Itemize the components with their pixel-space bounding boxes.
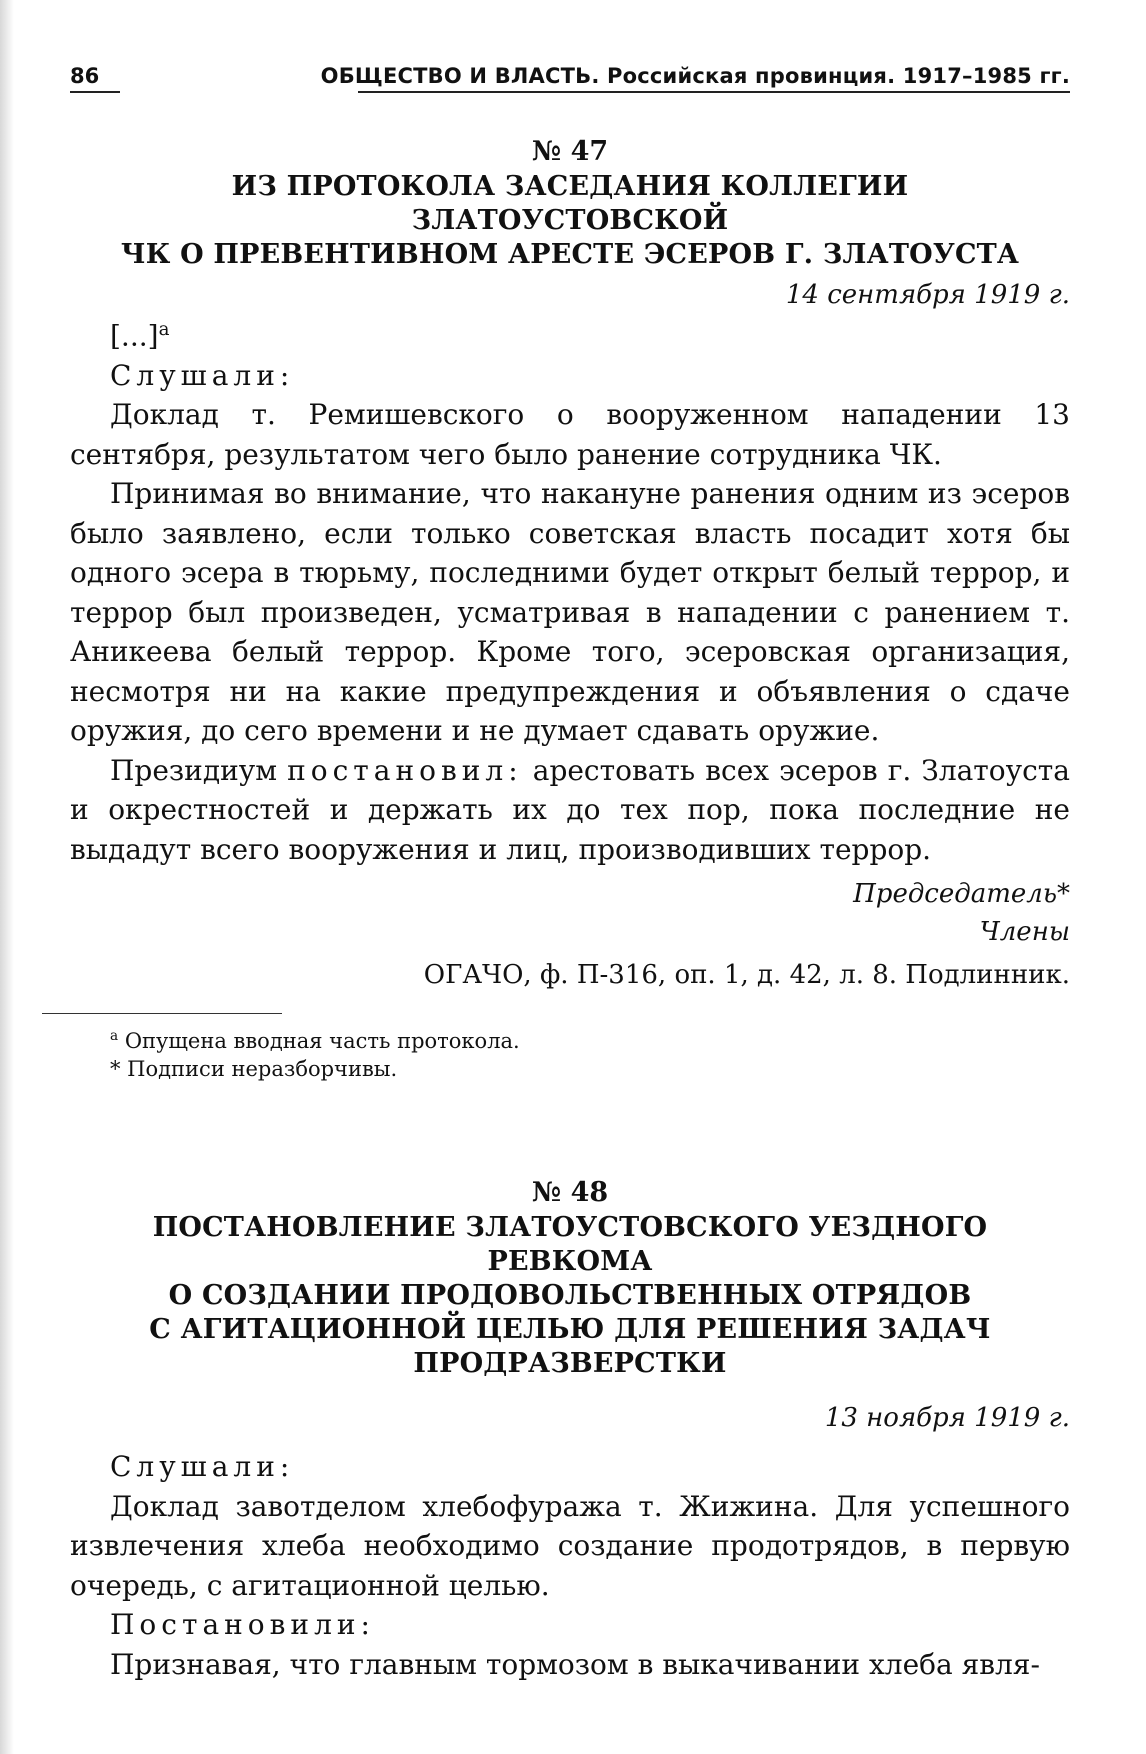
resolution-lead: Президиум (110, 753, 288, 787)
header-rule-gap (120, 88, 358, 94)
page-content (70, 134, 1070, 1684)
paragraph: Принимая во внимание, что накануне ранения одним из эсеров было заявлено, если только советская власть посадит хотя бы одного эсера в тюрьму, последними будет открыт белый террор, и террор был произведен, усматривая в нападении с ранением т. Аникеева белый террор. Кроме того, эсеровская организация, несмотря ни на какие предупреждения и объявления о сдаче оружия, до сего времени и не думает сдавать оружие. (70, 477, 1070, 748)
doc-date: 14 сентября 1919 г. (785, 280, 1070, 310)
doc-title-line: ПРОДРАЗВЕРСТКИ (413, 1348, 727, 1380)
omission-line (70, 310, 1070, 356)
page-number: 86 (70, 64, 100, 88)
heard-label: Слушали: (110, 358, 295, 392)
paragraph: Доклад т. Ремишевского о вооруженном нападении 13 сентября, результатом чего было ранение сотрудника ЧК. (70, 398, 1070, 471)
doc-title-line: ЧК О ПРЕВЕНТИВНОМ АРЕСТЕ ЭСЕРОВ Г. ЗЛАТОУСТА (120, 239, 1020, 270)
binding-shadow (0, 0, 14, 1754)
resolution-paragraph (70, 751, 1070, 870)
omission-text: [...] (110, 319, 159, 353)
paragraph: Признавая, что главным тормозом в выкачивании хлеба явля- (110, 1647, 1040, 1681)
doc-title-line: ИЗ ПРОТОКОЛА ЗАСЕДАНИЯ КОЛЛЕГИИ ЗЛАТОУСТОВСКОЙ (231, 171, 909, 236)
doc-title-line: С АГИТАЦИОННОЙ ЦЕЛЬЮ ДЛЯ РЕШЕНИЯ ЗАДАЧ (149, 1314, 991, 1346)
archive-source: ОГАЧО, ф. П-316, оп. 1, д. 42, л. 8. Подлинник. (423, 960, 1070, 991)
document-47 (70, 134, 1070, 1083)
heard-label: Слушали: (110, 1450, 295, 1484)
document-48 (70, 1175, 1070, 1684)
doc-number: № 48 (531, 1177, 609, 1209)
running-title: ОБЩЕСТВО И ВЛАСТЬ. Российская провинция. 1917–1985 гг. (320, 64, 1070, 88)
footnote-star: * Подписи неразборчивы. (110, 1057, 398, 1082)
paragraph: Доклад завотделом хлебофуража т. Жижина. Для успешного извлечения хлеба необходимо создание продотрядов, в первую очередь, с агитационной целью. (70, 1489, 1070, 1602)
doc-title-line: ПОСТАНОВЛЕНИЕ ЗЛАТОУСТОВСКОГО УЕЗДНОГО РЕВКОМА (152, 1212, 988, 1278)
running-header (70, 64, 1070, 94)
footnote-rule (42, 1013, 282, 1014)
decided-label: Постановили: (110, 1608, 375, 1642)
omission-footnote-mark: а (158, 319, 170, 340)
footnote-mark: а (110, 1028, 119, 1045)
footnote-text: Опущена вводная часть протокола. (118, 1029, 520, 1054)
signature-chairman: Председатель* (853, 879, 1070, 910)
signature-members: Члены (979, 917, 1070, 948)
doc-number: № 47 (531, 136, 609, 167)
doc-date: 13 ноября 1919 г. (824, 1403, 1070, 1434)
footnote-a (110, 1022, 1070, 1055)
resolution-verb: постановил: (287, 753, 523, 787)
resolution-text: арестовать всех эсеров г. Златоуста и окрестностей и держать их до тех пор, пока последние не выдадут всего вооружения и лиц, производивших террор. (70, 753, 1070, 866)
doc-title-line: О СОЗДАНИИ ПРОДОВОЛЬСТВЕННЫХ ОТРЯДОВ (168, 1280, 972, 1312)
